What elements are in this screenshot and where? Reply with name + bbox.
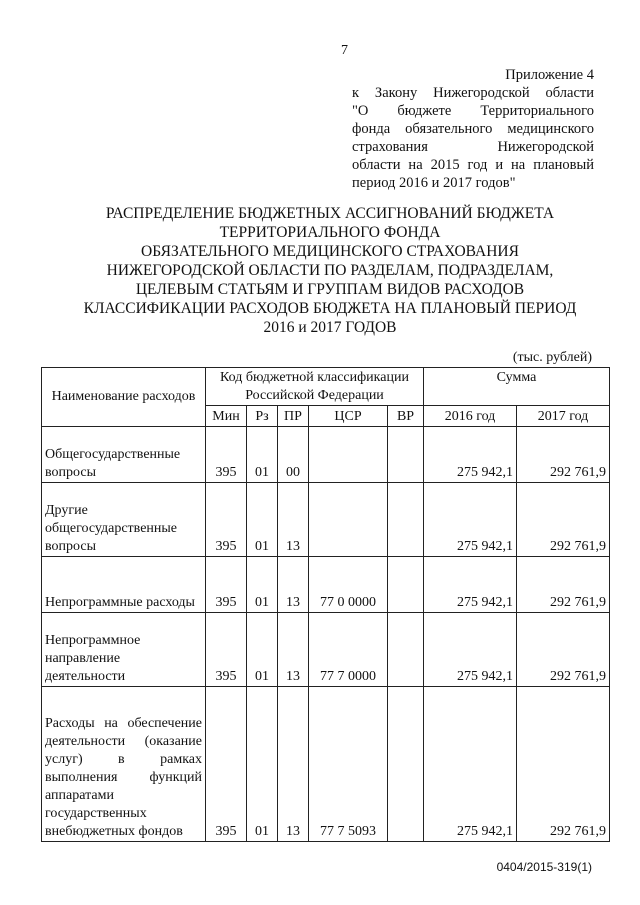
footer-document-code: 0404/2015-319(1) (496, 860, 592, 874)
row-vr (388, 557, 424, 613)
row-csr (309, 483, 388, 557)
page-number: 7 (341, 43, 348, 58)
row-vr (388, 687, 424, 842)
row-pr: 13 (278, 687, 309, 842)
row-2017: 292 761,9 (517, 613, 610, 687)
row-pr: 13 (278, 613, 309, 687)
row-csr: 77 7 5093 (309, 687, 388, 842)
row-pr: 13 (278, 483, 309, 557)
table-row (42, 427, 610, 483)
row-2016: 275 942,1 (424, 557, 517, 613)
row-min: 395 (206, 687, 247, 842)
title-line: РАСПРЕДЕЛЕНИЕ БЮДЖЕТНЫХ АССИГНОВАНИЙ БЮДЖЕТА (105, 205, 555, 222)
row-2016: 275 942,1 (424, 613, 517, 687)
row-min: 395 (206, 557, 247, 613)
title-line: КЛАССИФИКАЦИИ РАСХОДОВ БЮДЖЕТА НА ПЛАНОВЫЙ ПЕРИОД (83, 300, 577, 317)
row-rz: 01 (247, 427, 278, 483)
appendix-line: фонда обязательного медицинского (352, 121, 594, 137)
row-name: Расходы на обеспечение деятельности (оказание услуг) в рамках выполнения функций аппаратами государственных внебюджетных фондов (42, 687, 206, 842)
table-row (42, 613, 610, 687)
table-row (42, 557, 610, 613)
row-name: Общегосударственные вопросы (42, 427, 206, 483)
title-line: ТЕРРИТОРИАЛЬНОГО ФОНДА (219, 224, 441, 241)
table-row (42, 483, 610, 557)
row-rz: 01 (247, 557, 278, 613)
header-pr: ПР (278, 406, 309, 427)
header-vr: ВР (388, 406, 424, 427)
row-csr: 77 7 0000 (309, 613, 388, 687)
row-2017: 292 761,9 (517, 483, 610, 557)
appendix-line: к Закону Нижегородской области (352, 85, 594, 101)
row-csr (309, 427, 388, 483)
row-2017: 292 761,9 (517, 427, 610, 483)
header-2016: 2016 год (424, 406, 517, 427)
appendix-line: период 2016 и 2017 годов" (352, 175, 516, 191)
row-csr: 77 0 0000 (309, 557, 388, 613)
header-sum-group: Сумма (424, 368, 610, 406)
row-2016: 275 942,1 (424, 427, 517, 483)
row-2017: 292 761,9 (517, 687, 610, 842)
appendix-line: "О бюджете Территориального (352, 103, 594, 119)
appendix-line: страхования Нижегородской (352, 139, 594, 155)
header-rz: Рз (247, 406, 278, 427)
row-min: 395 (206, 483, 247, 557)
row-min: 395 (206, 613, 247, 687)
header-2017: 2017 год (517, 406, 610, 427)
appendix-line: области на 2015 год и на плановый (352, 157, 594, 173)
title-line: ЦЕЛЕВЫМ СТАТЬЯМ И ГРУППАМ ВИДОВ РАСХОДОВ (135, 281, 525, 298)
budget-table (41, 367, 610, 842)
row-2016: 275 942,1 (424, 687, 517, 842)
row-pr: 13 (278, 557, 309, 613)
title-line: ОБЯЗАТЕЛЬНОГО МЕДИЦИНСКОГО СТРАХОВАНИЯ (141, 243, 519, 260)
appendix-line: Приложение 4 (505, 67, 594, 83)
row-rz: 01 (247, 613, 278, 687)
title-line: НИЖЕГОРОДСКОЙ ОБЛАСТИ ПО РАЗДЕЛАМ, ПОДРАЗДЕЛАМ, (106, 262, 554, 279)
row-rz: 01 (247, 483, 278, 557)
header-min: Мин (206, 406, 247, 427)
document-title (60, 204, 600, 337)
row-2017: 292 761,9 (517, 557, 610, 613)
row-min: 395 (206, 427, 247, 483)
row-name: Непрограммные расходы (42, 557, 206, 613)
row-vr (388, 427, 424, 483)
row-name: Другие общегосударственные вопросы (42, 483, 206, 557)
header-csr: ЦСР (309, 406, 388, 427)
row-vr (388, 613, 424, 687)
units-label: (тыс. рублей) (512, 350, 592, 365)
title-line: 2016 и 2017 ГОДОВ (263, 319, 397, 336)
table-row (42, 687, 610, 842)
header-name: Наименование расходов (42, 368, 206, 427)
row-pr: 00 (278, 427, 309, 483)
header-code-group: Код бюджетной классификации Российской Федерации (206, 368, 424, 406)
row-rz: 01 (247, 687, 278, 842)
row-2016: 275 942,1 (424, 483, 517, 557)
row-name: Непрограммное направление деятельности (42, 613, 206, 687)
row-vr (388, 483, 424, 557)
appendix-reference (352, 66, 594, 192)
